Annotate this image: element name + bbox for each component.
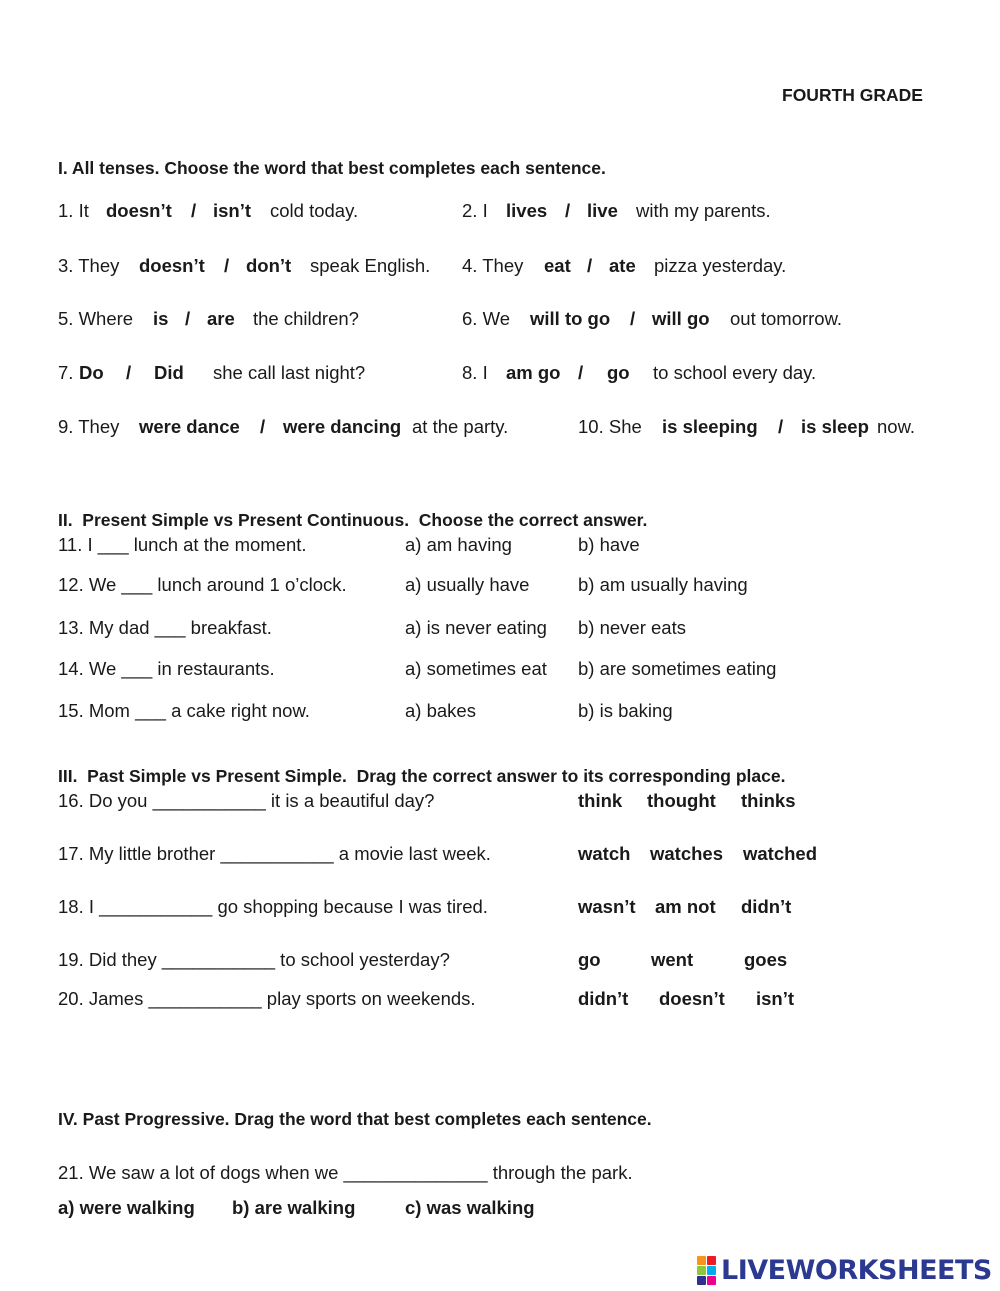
question-8-number: 8. I	[462, 362, 488, 383]
question-9-option-a[interactable]: were dance	[139, 416, 240, 437]
question-3-option-b[interactable]: don’t	[246, 255, 292, 276]
question-10-option-b[interactable]: is sleep	[801, 416, 869, 437]
section-2-heading: II. Present Simple vs Present Continuous. Choose the correct answer.	[58, 510, 648, 530]
question-21-choice-b[interactable]: b) are walking	[232, 1197, 356, 1218]
question-17-choice-3[interactable]: watched	[743, 843, 818, 864]
question-12-option-a[interactable]: a) usually have	[405, 574, 530, 595]
question-11-text: 11. I ___ lunch at the moment.	[58, 534, 307, 555]
question-7-option-b[interactable]: Did	[154, 362, 184, 383]
question-4-separator: /	[587, 255, 593, 276]
question-21-text: 21. We saw a lot of dogs when we ______________ through the park.	[58, 1162, 633, 1183]
question-10-option-a[interactable]: is sleeping	[662, 416, 758, 437]
question-11-option-b[interactable]: b) have	[578, 534, 640, 555]
question-19-choice-1[interactable]: go	[578, 949, 601, 970]
question-15-text: 15. Mom ___ a cake right now.	[58, 700, 310, 721]
question-10-rest: now.	[877, 416, 916, 437]
question-10-separator: /	[778, 416, 784, 437]
question-17-text: 17. My little brother ___________ a movie last week.	[58, 843, 491, 864]
question-5-number: 5. Where	[58, 308, 134, 329]
question-20-choice-3[interactable]: isn’t	[756, 988, 795, 1009]
section-4-heading: IV. Past Progressive. Drag the word that best completes each sentence.	[58, 1109, 652, 1129]
logo-text: LIVEWORKSHEETS	[721, 1254, 992, 1286]
question-4-option-a[interactable]: eat	[544, 255, 571, 276]
question-16-text: 16. Do you ___________ it is a beautiful day?	[58, 790, 435, 811]
question-20-choice-1[interactable]: didn’t	[578, 988, 629, 1009]
question-16-choice-3[interactable]: thinks	[741, 790, 796, 811]
question-2-number: 2. I	[462, 200, 488, 221]
question-21-choice-a[interactable]: a) were walking	[58, 1197, 195, 1218]
section-3-heading: III. Past Simple vs Present Simple. Drag the correct answer to its corresponding place.	[58, 766, 786, 786]
question-7-rest: she call last night?	[213, 362, 366, 383]
question-11-option-a[interactable]: a) am having	[405, 534, 512, 555]
logo-block	[707, 1266, 716, 1275]
question-4-number: 4. They	[462, 255, 524, 276]
grade-label: FOURTH GRADE	[782, 85, 923, 105]
question-7-option-a[interactable]: Do	[79, 362, 104, 383]
question-5-option-b[interactable]: are	[207, 308, 235, 329]
logo-block	[707, 1276, 716, 1285]
question-12-text: 12. We ___ lunch around 1 o’clock.	[58, 574, 347, 595]
question-1-rest: cold today.	[270, 200, 359, 221]
logo-blocks-icon	[697, 1256, 716, 1285]
question-2-separator: /	[565, 200, 571, 221]
question-8-rest: to school every day.	[653, 362, 817, 383]
question-13-option-a[interactable]: a) is never eating	[405, 617, 547, 638]
section-1-heading: I. All tenses. Choose the word that best completes each sentence.	[58, 158, 606, 178]
question-15-option-b[interactable]: b) is baking	[578, 700, 673, 721]
logo-block	[697, 1256, 706, 1265]
question-15-option-a[interactable]: a) bakes	[405, 700, 476, 721]
question-5-option-a[interactable]: is	[153, 308, 169, 329]
question-9-separator: /	[260, 416, 266, 437]
question-18-choice-1[interactable]: wasn’t	[578, 896, 636, 917]
logo-block	[707, 1256, 716, 1265]
question-8-separator: /	[578, 362, 584, 383]
question-6-option-a[interactable]: will to go	[530, 308, 611, 329]
question-9-number: 9. They	[58, 416, 120, 437]
question-10-number: 10. She	[578, 416, 642, 437]
question-18-choice-2[interactable]: am not	[655, 896, 716, 917]
question-18-text: 18. I ___________ go shopping because I was tired.	[58, 896, 488, 917]
logo-block	[697, 1266, 706, 1275]
question-4-option-b[interactable]: ate	[609, 255, 636, 276]
question-6-number: 6. We	[462, 308, 510, 329]
question-6-option-b[interactable]: will go	[652, 308, 710, 329]
question-7-separator: /	[126, 362, 132, 383]
question-2-option-a[interactable]: lives	[506, 200, 548, 221]
question-16-choice-1[interactable]: think	[578, 790, 623, 811]
question-18-choice-3[interactable]: didn’t	[741, 896, 792, 917]
question-12-option-b[interactable]: b) am usually having	[578, 574, 748, 595]
question-1-separator: /	[191, 200, 197, 221]
question-6-rest: out tomorrow.	[730, 308, 843, 329]
question-16-choice-2[interactable]: thought	[647, 790, 716, 811]
question-1-option-b[interactable]: isn’t	[213, 200, 252, 221]
question-1-option-a[interactable]: doesn’t	[106, 200, 172, 221]
question-20-text: 20. James ___________ play sports on weekends.	[58, 988, 476, 1009]
question-17-choice-2[interactable]: watches	[650, 843, 724, 864]
question-3-option-a[interactable]: doesn’t	[139, 255, 205, 276]
question-9-option-b[interactable]: were dancing	[283, 416, 402, 437]
question-4-rest: pizza yesterday.	[654, 255, 787, 276]
question-19-choice-2[interactable]: went	[651, 949, 694, 970]
question-19-choice-3[interactable]: goes	[744, 949, 788, 970]
liveworksheets-logo	[697, 1256, 992, 1284]
question-19-text: 19. Did they ___________ to school yesterday?	[58, 949, 450, 970]
question-1-number: 1. It	[58, 200, 89, 221]
question-5-rest: the children?	[253, 308, 359, 329]
question-14-option-a[interactable]: a) sometimes eat	[405, 658, 547, 679]
question-9-rest: at the party.	[412, 416, 509, 437]
question-21-choice-c[interactable]: c) was walking	[405, 1197, 535, 1218]
question-7-number: 7.	[58, 362, 74, 383]
question-13-text: 13. My dad ___ breakfast.	[58, 617, 272, 638]
question-14-option-b[interactable]: b) are sometimes eating	[578, 658, 777, 679]
question-13-option-b[interactable]: b) never eats	[578, 617, 686, 638]
question-5-separator: /	[185, 308, 191, 329]
question-17-choice-1[interactable]: watch	[578, 843, 631, 864]
question-2-option-b[interactable]: live	[587, 200, 618, 221]
question-3-separator: /	[224, 255, 230, 276]
question-20-choice-2[interactable]: doesn’t	[659, 988, 725, 1009]
question-8-option-a[interactable]: am go	[506, 362, 561, 383]
question-14-text: 14. We ___ in restaurants.	[58, 658, 275, 679]
question-3-number: 3. They	[58, 255, 120, 276]
logo-block	[697, 1276, 706, 1285]
question-6-separator: /	[630, 308, 636, 329]
question-3-rest: speak English.	[310, 255, 431, 276]
question-2-rest: with my parents.	[636, 200, 771, 221]
question-8-option-b[interactable]: go	[607, 362, 630, 383]
